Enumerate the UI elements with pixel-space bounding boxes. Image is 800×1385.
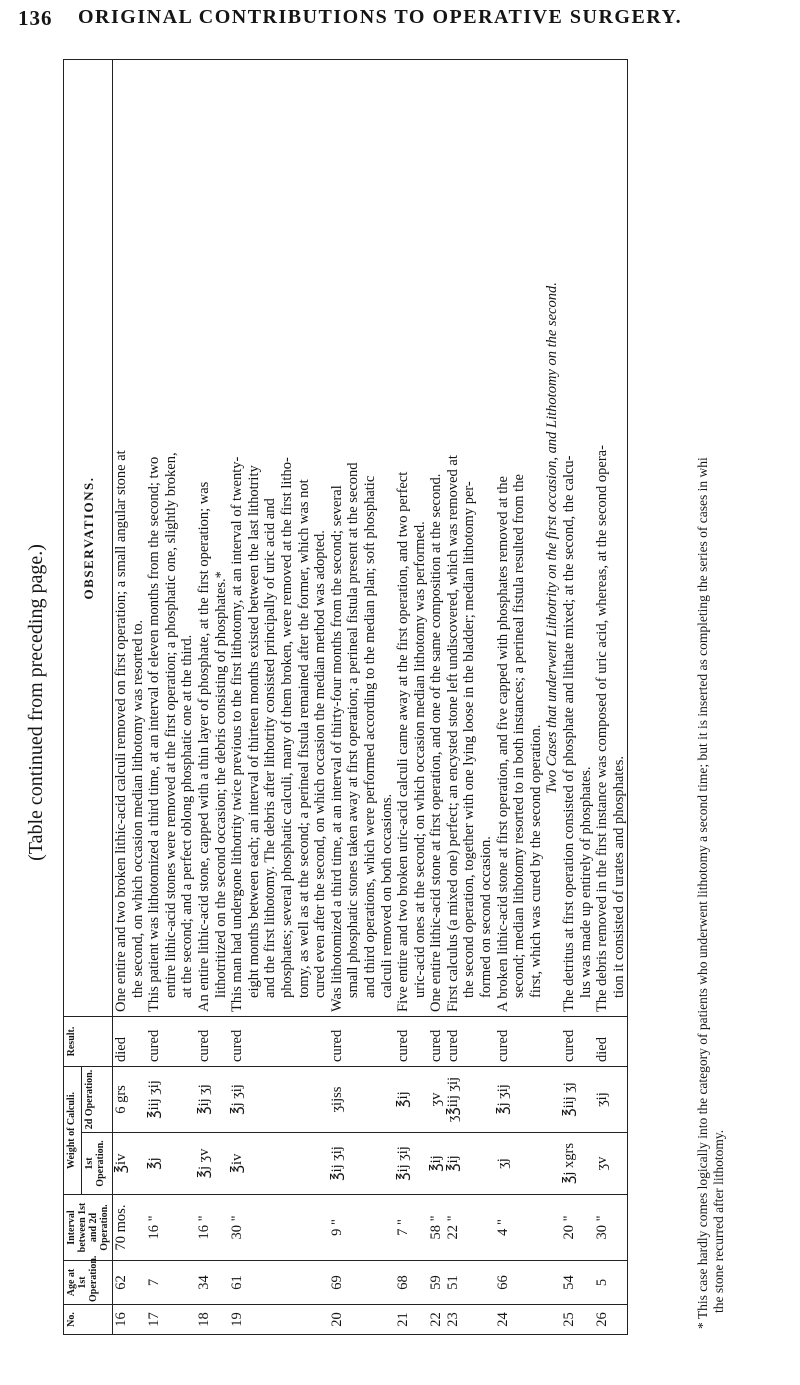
age-at-first-operation: 69 xyxy=(329,1261,395,1305)
case-number: 20 xyxy=(329,1305,395,1335)
age-at-first-operation: 68 xyxy=(395,1261,428,1305)
table-row xyxy=(329,59,395,1334)
weight-second-operation: 6 grs xyxy=(113,1066,147,1132)
observation-line: entire lithic-acid stones were removed at the first operation; a phosphatic one, slightly broken, xyxy=(162,452,179,998)
observation-line: A broken lithic-acid stone at first operation, and five capped with phosphates removed at the xyxy=(494,476,511,1012)
weight-first-operation: ℥iv xyxy=(113,1133,147,1195)
age-at-first-operation xyxy=(544,1261,561,1305)
page-number: 136 xyxy=(18,6,53,30)
observation xyxy=(561,59,594,1016)
result: cured xyxy=(495,1016,545,1066)
case-number: 19 xyxy=(229,1305,329,1335)
interval-between-operations: 4 " xyxy=(495,1195,545,1261)
weight-second-operation: ℥j ʒij xyxy=(229,1066,329,1132)
case-number: 23 xyxy=(445,1305,495,1335)
interval-between-operations: 70 mos. xyxy=(113,1195,147,1261)
footnote-line-2: the stone recurred after lithotomy. xyxy=(711,1129,726,1313)
cases-table xyxy=(63,59,628,1335)
weight-second-operation: ℥j ʒij xyxy=(495,1066,545,1132)
interval-between-operations: 58 " xyxy=(428,1195,445,1261)
observation-line: small phosphatic stones taken away at first operation; a perineal fistula present at the second xyxy=(345,462,362,998)
table-row xyxy=(445,59,495,1334)
observation xyxy=(395,59,428,1016)
weight-second-operation: ʒ℥iij ʒij xyxy=(445,1066,495,1132)
weight-second-operation: ʒij xyxy=(594,1066,628,1132)
observation-line: the second, on which occasion median lithotomy was resorted to. xyxy=(129,619,146,998)
age-at-first-operation: 5 xyxy=(594,1261,628,1305)
weight-second-operation: ℥ij xyxy=(395,1066,428,1132)
weight-first-operation: ℥j xyxy=(146,1133,196,1195)
observation-line: and the first lithotomy. The debris after lithotrity consisted principally of uric acid and xyxy=(262,498,279,998)
observation-line: first, which was cured by the second operation. xyxy=(527,724,544,998)
case-number: 25 xyxy=(561,1305,594,1335)
table-row xyxy=(495,59,545,1334)
observation-line: cured even after the second, on which occasion the median method was adopted. xyxy=(312,530,329,998)
case-number: 24 xyxy=(495,1305,545,1335)
table-row xyxy=(395,59,428,1334)
observation-line: One entire and two broken lithic-acid calculi removed on first operation; a small angular stone at xyxy=(113,450,129,1012)
observation-line: lus was made up entirely of phosphates. xyxy=(577,766,594,998)
observation-line: One entire lithic-acid stone at first operation, and one of the same composition at the second. xyxy=(428,473,445,1012)
table-row xyxy=(229,59,329,1334)
result: cured xyxy=(146,1016,196,1066)
weight-first-operation: ℥ij xyxy=(445,1133,495,1195)
age-at-first-operation: 62 xyxy=(113,1261,147,1305)
interval-between-operations: 30 " xyxy=(229,1195,329,1261)
observation xyxy=(196,59,229,1016)
interval-between-operations: 9 " xyxy=(329,1195,395,1261)
observation xyxy=(113,59,147,1016)
observation-line: First calculus (a mixed one) perfect; an encysted stone left undiscovered, which was removed at xyxy=(444,455,461,1012)
age-at-first-operation: 66 xyxy=(495,1261,545,1305)
observation-line: An entire lithic-acid stone, capped with a thin layer of phosphate, at the first operation; was xyxy=(195,481,212,1012)
observation-line: lithotritized on the second occasion; the debris consisting of phosphates.* xyxy=(212,571,229,998)
observation-line: uric-acid ones at the second; on which occasion median lithotomy was performed. xyxy=(411,521,428,998)
weight-second-operation xyxy=(544,1066,561,1132)
case-number: 26 xyxy=(594,1305,628,1335)
weight-second-operation: ℥ij ʒj xyxy=(196,1066,229,1132)
observation-line: This patient was lithotomized a third time, at an interval of eleven months from the second; two xyxy=(146,456,163,1012)
weight-first-operation xyxy=(544,1133,561,1195)
interval-between-operations: 20 " xyxy=(561,1195,594,1261)
observation-line: tion it consisted of urates and phosphates. xyxy=(610,755,627,998)
header-weight: Weight of Calculi. xyxy=(64,1066,82,1194)
weight-second-operation: ʒv xyxy=(428,1066,445,1132)
table-body xyxy=(113,59,628,1334)
table-row xyxy=(561,59,594,1334)
result: cured xyxy=(229,1016,329,1066)
interval-between-operations: 22 " xyxy=(445,1195,495,1261)
case-number xyxy=(544,1305,561,1335)
result: died xyxy=(594,1016,628,1066)
case-number: 17 xyxy=(146,1305,196,1335)
table-row xyxy=(146,59,196,1334)
observation xyxy=(544,59,561,1016)
table-row xyxy=(428,59,445,1334)
running-head xyxy=(0,0,800,34)
observation-line: and third operations, which were performed according to the median plan; soft phosphatic xyxy=(361,475,378,998)
weight-first-operation: ʒj xyxy=(495,1133,545,1195)
observation-line: tomy, as well as at the second; a perineal fistula remained after the former, which was not xyxy=(295,479,312,998)
result: cured xyxy=(428,1016,445,1066)
rotated-table-page xyxy=(15,40,785,1365)
weight-first-operation: ℥ij ʒij xyxy=(395,1133,428,1195)
interval-between-operations: 7 " xyxy=(395,1195,428,1261)
observation xyxy=(428,59,445,1016)
age-at-first-operation: 34 xyxy=(196,1261,229,1305)
footnote-line-1: * This case hardly comes logically into the category of patients who underwent lithotomy a second time; but it is inserted as completing the series of cases in whi xyxy=(695,457,710,1329)
table-subheading-row xyxy=(544,59,561,1334)
result: died xyxy=(113,1016,147,1066)
observation-line: The detritus at first operation consisted of phosphate and lithate mixed; at the second, the calcu- xyxy=(561,455,578,1012)
interval-between-operations: 16 " xyxy=(196,1195,229,1261)
result: cured xyxy=(395,1016,428,1066)
weight-first-operation: ℥ij xyxy=(428,1133,445,1195)
case-number: 18 xyxy=(196,1305,229,1335)
observation-line: phosphates; several phosphatic calculi, many of them broken, were removed at the first litho- xyxy=(278,457,295,998)
table-row xyxy=(113,59,147,1334)
observation-line: Five entire and two broken uric-acid calculi came away at the first operation, and two perfect xyxy=(395,471,412,1012)
result: cured xyxy=(561,1016,594,1066)
observation-line: at the second; and a perfect oblong phosphatic one at the third. xyxy=(179,634,196,998)
weight-first-operation: ℥iv xyxy=(229,1133,329,1195)
weight-first-operation: ℥j ʒv xyxy=(196,1133,229,1195)
observation-line: formed on second occasion. xyxy=(478,836,495,998)
header-interval: Interval between 1st and 2d Operation. xyxy=(64,1195,113,1261)
case-number: 21 xyxy=(395,1305,428,1335)
age-at-first-operation: 61 xyxy=(229,1261,329,1305)
weight-second-operation: ʒijss xyxy=(329,1066,395,1132)
table-row xyxy=(196,59,229,1334)
interval-between-operations xyxy=(544,1195,561,1261)
observation-line: The debris removed in the first instance was composed of uric acid, whereas, at the second opera- xyxy=(594,445,611,1012)
observation xyxy=(495,59,545,1016)
observation-line: Was lithotomized a third time, at an interval of thirty-four months from the second; several xyxy=(328,485,345,1012)
header-no: No. xyxy=(64,1305,113,1335)
footnote xyxy=(695,49,727,1329)
observation-line: Two Cases that underwent Lithotrity on the first occasion, and Lithotomy on the second. xyxy=(544,282,561,794)
case-number: 16 xyxy=(113,1305,147,1335)
observation-line: eight months between each; an interval of thirteen months existed between the last lithotrity xyxy=(245,465,262,998)
age-at-first-operation: 59 xyxy=(428,1261,445,1305)
case-number: 22 xyxy=(428,1305,445,1335)
header-age: Age at 1st Operation. xyxy=(64,1261,113,1305)
observation xyxy=(445,59,495,1016)
observation xyxy=(146,59,196,1016)
table-row xyxy=(594,59,628,1334)
table-caption: (Table continued from preceding page.) xyxy=(25,544,47,861)
observation-line: calculi removed on both occasions. xyxy=(378,793,395,998)
observation-line: the second operation, together with one lying loose in the bladder; median lithotomy per- xyxy=(461,481,478,998)
weight-second-operation: ℥iij ʒj xyxy=(561,1066,594,1132)
weight-first-operation: ℥j xgrs xyxy=(561,1133,594,1195)
observation xyxy=(229,59,329,1016)
age-at-first-operation: 54 xyxy=(561,1261,594,1305)
age-at-first-operation: 7 xyxy=(146,1261,196,1305)
result: cured xyxy=(329,1016,395,1066)
weight-second-operation: ℥iij ʒij xyxy=(146,1066,196,1132)
interval-between-operations: 30 " xyxy=(594,1195,628,1261)
observation-line: This man had undergone lithotrity twice previous to the first lithotomy, at an interval of twenty- xyxy=(229,456,246,1012)
weight-first-operation: ℥ij ʒij xyxy=(329,1133,395,1195)
running-title: ORIGINAL CONTRIBUTIONS TO OPERATIVE SURGERY. xyxy=(78,6,683,28)
header-observations: OBSERVATIONS. xyxy=(64,59,113,1016)
interval-between-operations: 16 " xyxy=(146,1195,196,1261)
result xyxy=(544,1016,561,1066)
header-second-operation: 2d Operation. xyxy=(82,1066,113,1132)
header-result: Result. xyxy=(64,1016,113,1066)
age-at-first-operation: 51 xyxy=(445,1261,495,1305)
observation-line: second; median lithotomy resorted to in both instances; a perineal fistula resulted from the xyxy=(511,474,528,998)
result: cured xyxy=(196,1016,229,1066)
weight-first-operation: ʒv xyxy=(594,1133,628,1195)
observation xyxy=(594,59,628,1016)
result: cured xyxy=(445,1016,495,1066)
observation xyxy=(329,59,395,1016)
header-first-operation: 1st Operation. xyxy=(82,1133,113,1195)
